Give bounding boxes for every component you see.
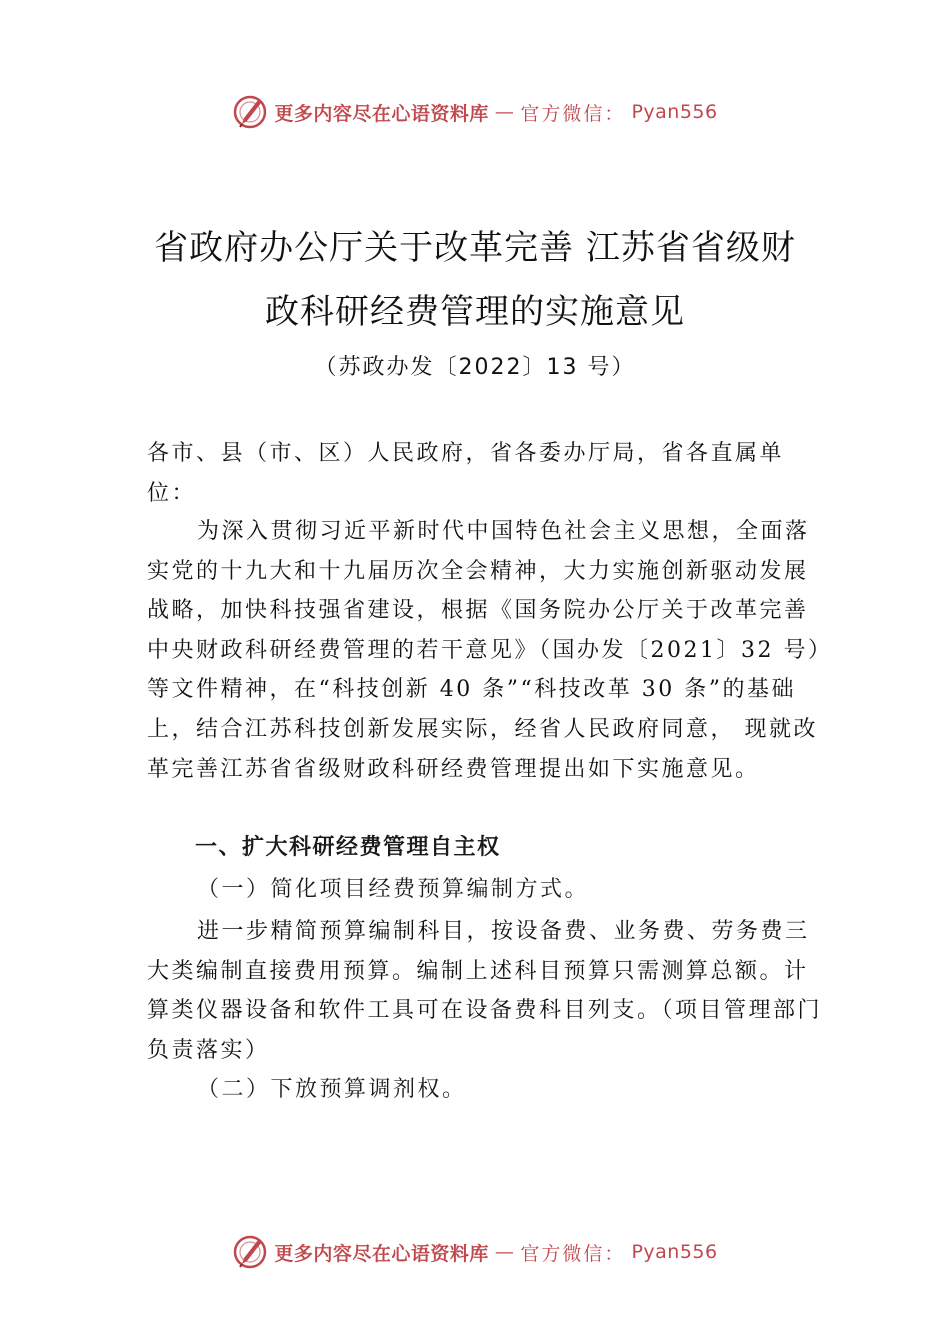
watermark-wechat-id: Pyan556	[631, 1241, 718, 1263]
document-title-line2: 政科研经费管理的实施意见	[265, 292, 685, 332]
brush-logo-icon	[232, 94, 268, 130]
item-paragraph-1: 进一步精简预算编制科目，按设备费、业务费、劳务费三大类编制直接费用预算。编制上述科目预算只需测算总额。计算类仪器设备和软件工具可在设备费科目列支。（项目管理部门负责落实）	[147, 919, 823, 1063]
watermark-separator: —	[494, 101, 515, 123]
watermark-separator: —	[494, 1241, 515, 1263]
item-heading-2: （二）下放预算调剂权。	[197, 1077, 467, 1102]
intro-paragraph: 为深入贯彻习近平新时代中国特色社会主义思想，全面落实党的十九大和十九届历次全会精神，大力实施创新驱动发展战略，加快科技强省建设，根据《国务院办公厅关于改革完善中央财政科研经费管理的若干意见》（国办发〔2021〕32 号）等文件精神，在“科技创新 40 条”“科技改革 30 条”的基础上，结合江苏科技创新发展实际，经省人民政府同意， 现就改革完善江苏省省级财政科研经费管理提出如下实施意见。	[147, 519, 822, 782]
watermark-wechat-id: Pyan556	[631, 101, 718, 123]
document-title-line1: 省政府办公厅关于改革完善 江苏省省级财	[154, 228, 796, 268]
watermark-brand: 更多内容尽在心语资料库	[274, 1242, 489, 1265]
watermark-brand: 更多内容尽在心语资料库	[274, 102, 489, 125]
footer-watermark	[0, 1232, 950, 1272]
watermark-wechat-label: 官方微信：	[520, 102, 626, 125]
brush-logo-icon	[232, 1234, 268, 1270]
header-watermark	[0, 92, 950, 132]
item-heading-1: （一）简化项目经费预算编制方式。	[197, 877, 590, 902]
document-number: （苏政办发〔2022〕13 号）	[314, 355, 636, 380]
watermark-wechat-label: 官方微信：	[520, 1242, 626, 1265]
section-heading: 一、扩大科研经费管理自主权	[195, 835, 501, 860]
addressee: 各市、县（市、区）人民政府，省各委办厅局，省各直属单位：	[147, 441, 785, 506]
